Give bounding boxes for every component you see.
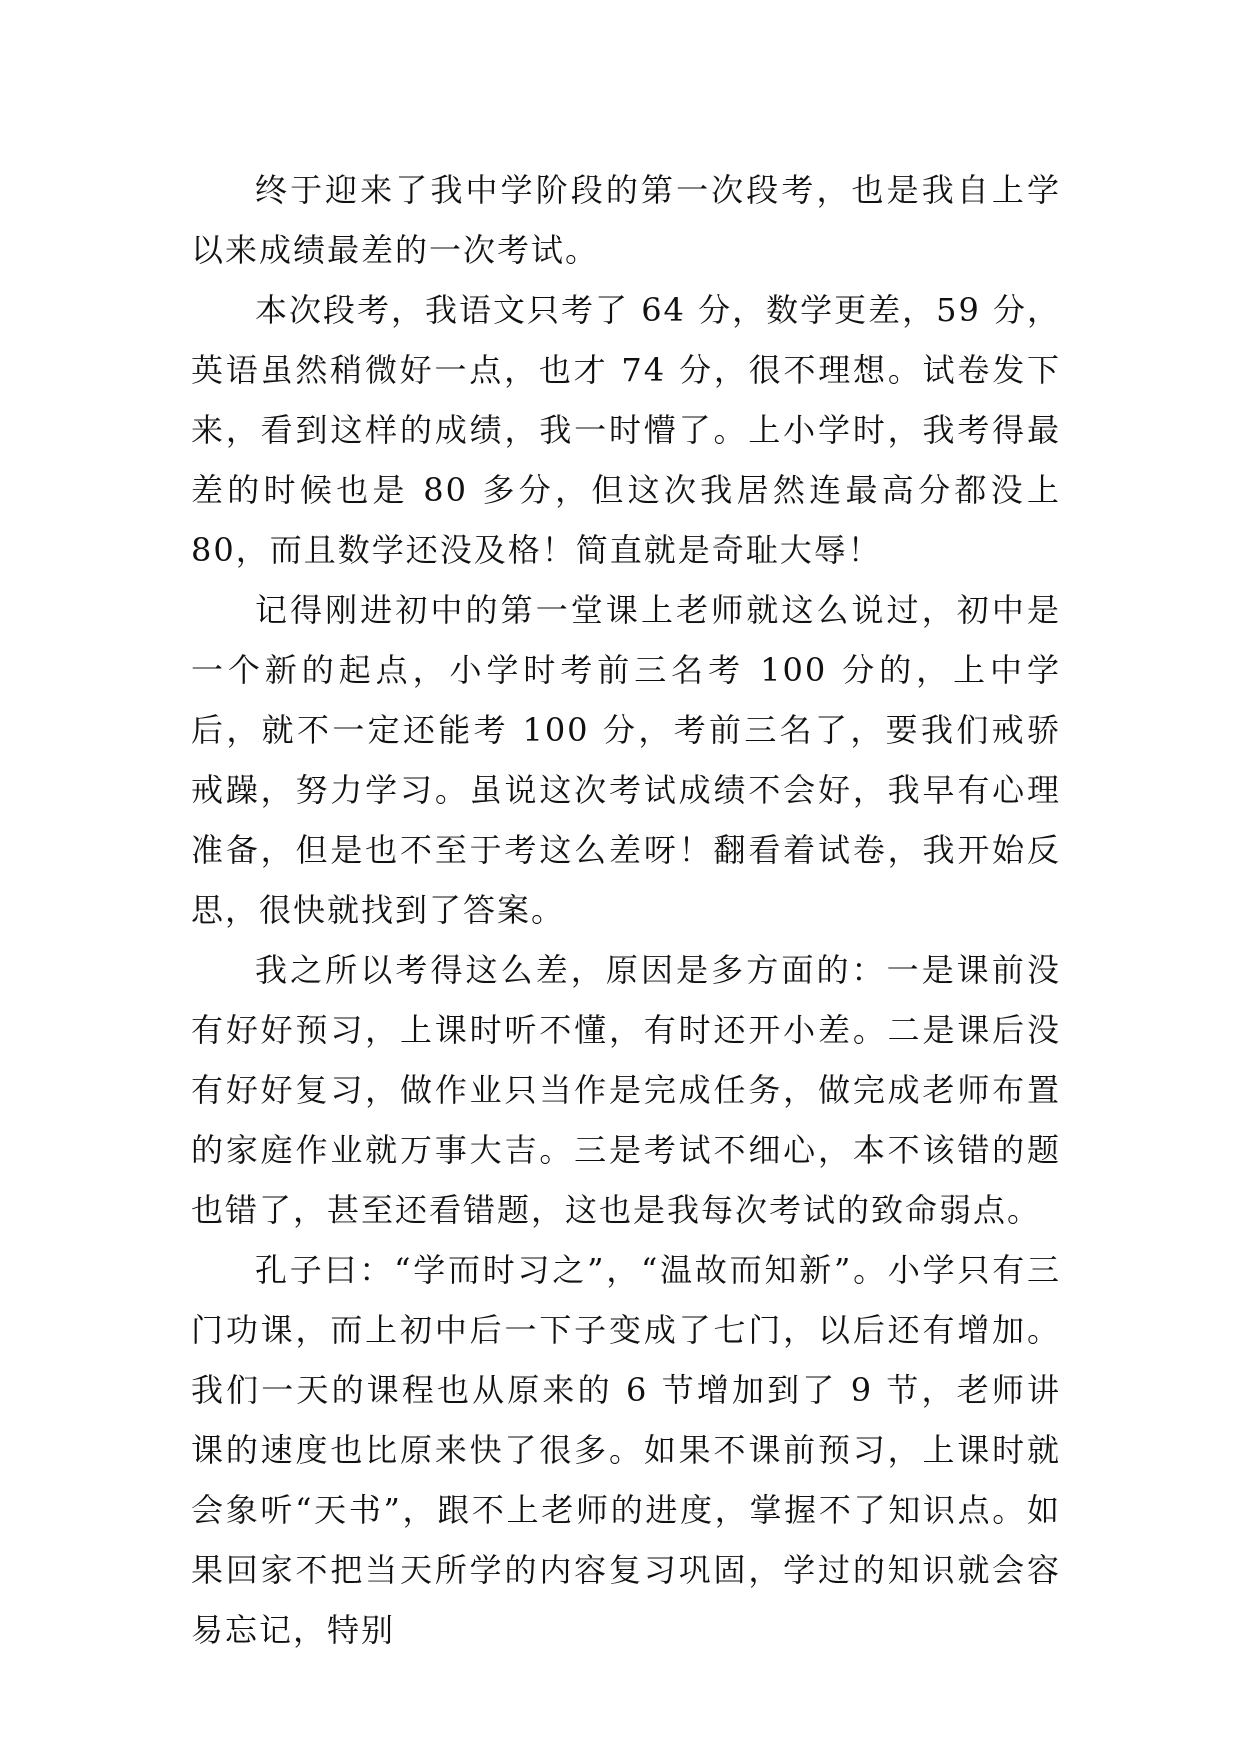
paragraph-3: 记得刚进初中的第一堂课上老师就这么说过，初中是一个新的起点，小学时考前三名考 100 分的，上中学后，就不一定还能考 100 分，考前三名了，要我们戒骄戒躁，努力学习。虽说这次考试成绩不会好，我早有心理准备，但是也不至于考这么差呀！翻看着试卷，我开始反思，很快就找到了答案。: [191, 591, 1061, 929]
paragraph-5: 孔子曰：“学而时习之”，“温故而知新”。小学只有三门功课，而上初中后一下子变成了七门，以后还有增加。我们一天的课程也从原来的 6 节增加到了 9 节，老师讲课的速度也比原来快了很多。如果不课前预习，上课时就会象听“天书”，跟不上老师的进度，掌握不了知识点。如果回家不把当天所学的内容复习巩固，学过的知识就会容易忘记，特别: [191, 1251, 1061, 1649]
essay-body: [191, 160, 1061, 1660]
paragraph-2: 本次段考，我语文只考了 64 分，数学更差，59 分，英语虽然稍微好一点，也才 74 分，很不理想。试卷发下来，看到这样的成绩，我一时懵了。上小学时，我考得最差的时候也是 80 多分，但这次我居然连最高分都没上 80，而且数学还没及格！简直就是奇耻大辱！: [191, 291, 1061, 569]
paragraph-1: 终于迎来了我中学阶段的第一次段考，也是我自上学以来成绩最差的一次考试。: [191, 171, 1061, 269]
paragraph-4: 我之所以考得这么差，原因是多方面的：一是课前没有好好预习，上课时听不懂，有时还开小差。二是课后没有好好复习，做作业只当作是完成任务，做完成老师布置的家庭作业就万事大吉。三是考试不细心，本不该错的题也错了，甚至还看错题，这也是我每次考试的致命弱点。: [191, 951, 1061, 1229]
